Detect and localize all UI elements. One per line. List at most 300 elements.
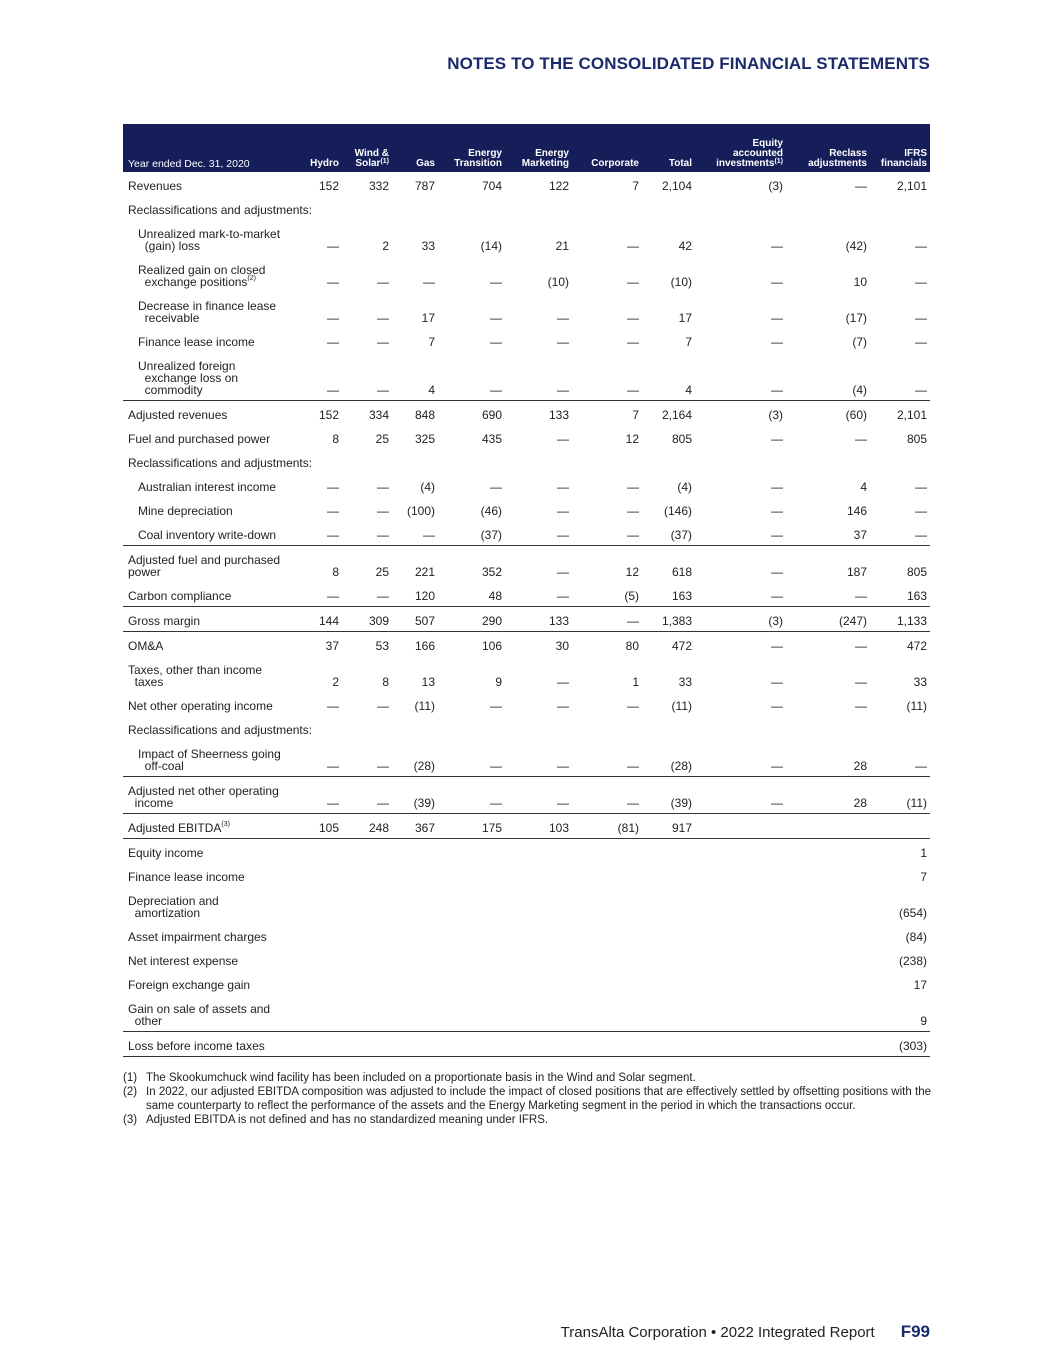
table-cell xyxy=(300,887,342,923)
table-cell-ifrs: 9 xyxy=(920,1014,927,1028)
table-row xyxy=(123,923,930,947)
table-cell: — xyxy=(915,275,927,289)
table-cell: — xyxy=(505,777,572,814)
table-cell: — xyxy=(505,546,572,583)
table-cell: (4) xyxy=(677,480,692,494)
table-cell: 309 xyxy=(342,607,392,632)
table-row xyxy=(123,497,930,521)
row-label: Depreciation and amortization xyxy=(128,894,219,920)
table-cell xyxy=(438,971,505,995)
table-cell: — xyxy=(915,383,927,397)
table-cell: 1 xyxy=(632,675,639,689)
table-cell xyxy=(392,947,438,971)
table-row xyxy=(123,814,930,839)
table-cell: 690 xyxy=(438,401,505,426)
table-cell: — xyxy=(377,589,389,603)
table-cell: — xyxy=(627,335,639,349)
table-cell: 7 xyxy=(685,335,692,349)
table-cell xyxy=(392,923,438,947)
table-cell xyxy=(572,863,642,887)
table-cell: 166 xyxy=(392,632,438,657)
table-cell xyxy=(300,947,342,971)
table-row xyxy=(123,546,930,583)
table-cell: 1,383 xyxy=(642,607,695,632)
table-cell: — xyxy=(627,504,639,518)
table-row xyxy=(123,352,930,401)
table-cell xyxy=(695,1032,786,1057)
table-cell: 25 xyxy=(342,546,392,583)
table-row xyxy=(123,887,930,923)
table-cell: (3) xyxy=(695,401,786,426)
table-cell: — xyxy=(557,675,569,689)
row-label: Adjusted fuel and purchased power xyxy=(123,546,300,583)
page-number: F99 xyxy=(900,1322,930,1341)
table-cell: — xyxy=(327,311,339,325)
table-row xyxy=(123,521,930,546)
table-cell: — xyxy=(377,383,389,397)
row-label: Impact of Sheerness going off-coal xyxy=(138,747,281,773)
footnote: (2) In 2022, our adjusted EBITDA composition was adjusted to include the impact of closed positions that are effectively settled by offsetting positions with the same counterparty to reflect the performance of the assets and the Energy Marketing segment in the period in which the transactions occur. xyxy=(123,1086,931,1112)
row-label: Net other operating income xyxy=(128,699,273,713)
table-cell-ifrs: (654) xyxy=(898,906,927,920)
table-cell: 133 xyxy=(505,607,572,632)
table-cell xyxy=(572,923,642,947)
table-cell xyxy=(392,971,438,995)
table-cell: — xyxy=(771,589,783,603)
table-cell: 163 xyxy=(906,589,927,603)
table-cell: 7 xyxy=(632,179,639,193)
table-row xyxy=(123,256,930,292)
table-cell: 805 xyxy=(906,432,927,446)
table-cell: — xyxy=(490,335,502,349)
header-hydro: Hydro xyxy=(310,158,339,169)
table-cell: 2 xyxy=(382,239,389,253)
table-cell: — xyxy=(377,480,389,494)
table-cell: 1,133 xyxy=(870,607,930,632)
table-cell: 4 xyxy=(428,383,435,397)
table-cell: 472 xyxy=(642,632,695,657)
table-cell: — xyxy=(627,275,639,289)
table-cell: 787 xyxy=(414,179,435,193)
header-ifrs: IFRS financials xyxy=(880,148,927,169)
table-cell-ifrs: (303) xyxy=(870,1032,930,1057)
table-cell: (5) xyxy=(624,589,639,603)
footnote: (3) Adjusted EBITDA is not defined and has no standardized meaning under IFRS. xyxy=(123,1114,549,1126)
table-cell: 53 xyxy=(342,632,392,657)
table-cell xyxy=(786,887,870,923)
table-cell: (3) xyxy=(768,179,783,193)
table-cell: 120 xyxy=(414,589,435,603)
table-cell: 704 xyxy=(481,179,502,193)
table-cell xyxy=(342,947,392,971)
header-total: Total xyxy=(668,158,692,169)
table-cell xyxy=(642,1032,695,1057)
table-cell: 144 xyxy=(300,607,342,632)
table-cell: 2,104 xyxy=(661,179,692,193)
table-cell: — xyxy=(855,179,867,193)
table-cell: 248 xyxy=(342,814,392,839)
table-cell: 17 xyxy=(421,311,435,325)
table-cell: — xyxy=(771,759,783,773)
table-cell xyxy=(642,971,695,995)
table-cell: — xyxy=(915,239,927,253)
table-cell: 133 xyxy=(505,401,572,426)
table-cell: — xyxy=(627,311,639,325)
table-cell: 12 xyxy=(625,432,639,446)
table-cell: (11) xyxy=(870,777,930,814)
table-cell xyxy=(300,971,342,995)
page-footer xyxy=(561,1322,930,1342)
table-cell: — xyxy=(572,607,642,632)
table-row xyxy=(123,220,930,256)
table-cell: 146 xyxy=(846,504,867,518)
table-cell: 105 xyxy=(300,814,342,839)
table-cell xyxy=(786,995,870,1032)
row-label: Reclassifications and adjustments: xyxy=(128,723,313,737)
table-cell xyxy=(572,1032,642,1057)
table-cell: 122 xyxy=(548,179,569,193)
table-cell: 187 xyxy=(786,546,870,583)
table-cell xyxy=(642,839,695,864)
table-cell: (60) xyxy=(786,401,870,426)
table-cell: (4) xyxy=(420,480,435,494)
table-cell: 2,101 xyxy=(870,401,930,426)
header-energy-transition: Energy Transition xyxy=(454,148,502,169)
table-cell: 332 xyxy=(368,179,389,193)
row-label: Mine depreciation xyxy=(138,504,233,518)
row-label: Gross margin xyxy=(123,607,300,632)
table-cell xyxy=(505,887,572,923)
footnotes xyxy=(123,1071,931,1127)
table-cell: — xyxy=(327,504,339,518)
table-cell: — xyxy=(423,275,435,289)
table-cell: — xyxy=(557,504,569,518)
table-cell xyxy=(392,863,438,887)
table-row xyxy=(123,292,930,328)
table-cell: — xyxy=(572,777,642,814)
row-label: Gain on sale of assets and other xyxy=(128,1002,271,1028)
table-cell: (39) xyxy=(392,777,438,814)
table-cell: 4 xyxy=(860,480,867,494)
table-cell: 9 xyxy=(495,675,502,689)
row-label: Reclassifications and adjustments: xyxy=(128,203,313,217)
row-label: Asset impairment charges xyxy=(128,930,267,944)
table-cell xyxy=(572,995,642,1032)
table-cell: 325 xyxy=(414,432,435,446)
table-cell xyxy=(342,863,392,887)
table-cell: 163 xyxy=(671,589,692,603)
financial-table xyxy=(123,124,930,1057)
table-cell: 618 xyxy=(642,546,695,583)
table-cell: — xyxy=(327,699,339,713)
table-cell: 33 xyxy=(421,239,435,253)
table-row xyxy=(123,328,930,352)
table-cell: 10 xyxy=(853,275,867,289)
table-cell: — xyxy=(915,335,927,349)
table-cell: 42 xyxy=(678,239,692,253)
table-cell: (11) xyxy=(671,699,692,713)
row-label: Fuel and purchased power xyxy=(128,432,271,446)
table-cell: 37 xyxy=(300,632,342,657)
row-label: Adjusted EBITDA$^{(3)}$ xyxy=(123,814,300,839)
row-label: Finance lease income xyxy=(128,870,245,884)
table-cell xyxy=(342,971,392,995)
table-cell: (7) xyxy=(852,335,867,349)
table-cell xyxy=(572,887,642,923)
table-row xyxy=(123,656,930,692)
table-cell: (10) xyxy=(547,275,569,289)
table-cell xyxy=(438,923,505,947)
header-equity-accounted: Equity accounted investments$^{(1)}$ xyxy=(716,138,783,169)
table-cell: (42) xyxy=(845,239,867,253)
table-cell: 13 xyxy=(421,675,435,689)
table-cell: 2,101 xyxy=(896,179,927,193)
table-cell: — xyxy=(557,699,569,713)
row-label: Reclassifications and adjustments: xyxy=(128,456,313,470)
table-cell: — xyxy=(771,675,783,689)
report-name: TransAlta Corporation • 2022 Integrated Report xyxy=(560,1324,875,1341)
table-cell xyxy=(786,1032,870,1057)
header-gas: Gas xyxy=(416,158,435,169)
table-cell: (11) xyxy=(414,699,435,713)
table-cell: — xyxy=(695,632,786,657)
table-cell xyxy=(695,995,786,1032)
row-label: Unrealized foreign exchange loss on commodity xyxy=(138,359,239,397)
table-cell: (28) xyxy=(670,759,692,773)
table-cell: — xyxy=(627,699,639,713)
table-cell: (247) xyxy=(786,607,870,632)
table-row xyxy=(123,839,930,864)
table-cell: 28 xyxy=(786,777,870,814)
table-cell xyxy=(342,887,392,923)
row-label: Coal inventory write-down xyxy=(138,528,277,542)
table-cell: (146) xyxy=(663,504,692,518)
table-row xyxy=(123,196,930,220)
table-cell: 7 xyxy=(572,401,642,426)
table-cell: — xyxy=(327,589,339,603)
table-cell: 507 xyxy=(392,607,438,632)
table-row xyxy=(123,172,930,196)
table-cell: 2,164 xyxy=(642,401,695,426)
table-cell: — xyxy=(377,699,389,713)
table-row xyxy=(123,582,930,607)
table-cell: 334 xyxy=(342,401,392,426)
table-cell: — xyxy=(300,777,342,814)
table-cell-ifrs: 1 xyxy=(870,839,930,864)
table-cell: — xyxy=(377,759,389,773)
table-cell: 30 xyxy=(505,632,572,657)
table-cell xyxy=(642,923,695,947)
table-cell: — xyxy=(377,275,389,289)
table-cell: 8 xyxy=(332,432,339,446)
table-cell xyxy=(300,995,342,1032)
table-cell xyxy=(438,947,505,971)
row-label: Decrease in finance lease receivable xyxy=(138,299,277,325)
table-cell: — xyxy=(377,311,389,325)
table-cell: — xyxy=(855,589,867,603)
table-cell: — xyxy=(771,311,783,325)
table-row xyxy=(123,425,930,449)
table-cell xyxy=(695,863,786,887)
table-cell: 290 xyxy=(438,607,505,632)
table-cell xyxy=(438,995,505,1032)
table-cell: — xyxy=(377,504,389,518)
table-cell: — xyxy=(771,335,783,349)
table-cell: — xyxy=(771,239,783,253)
table-cell: — xyxy=(490,699,502,713)
table-cell: — xyxy=(490,480,502,494)
table-cell: 12 xyxy=(572,546,642,583)
row-label: Unrealized mark-to-market (gain) loss xyxy=(138,227,281,253)
row-label: OM&A xyxy=(123,632,300,657)
table-cell: (37) xyxy=(480,528,502,542)
table-cell: (28) xyxy=(413,759,435,773)
table-cell: — xyxy=(327,335,339,349)
row-label: Net interest expense xyxy=(128,954,239,968)
footnote: (1) The Skookumchuck wind facility has been included on a proportionate basis in the Wind and Solar segment. xyxy=(123,1072,696,1084)
table-cell: (3) xyxy=(695,607,786,632)
table-cell: 352 xyxy=(438,546,505,583)
table-cell xyxy=(786,839,870,864)
table-cell xyxy=(870,814,930,839)
table-cell-ifrs: 7 xyxy=(920,870,927,884)
header-year: Year ended Dec. 31, 2020 xyxy=(128,158,250,170)
table-cell: — xyxy=(557,432,569,446)
table-cell: — xyxy=(557,311,569,325)
table-cell: 21 xyxy=(555,239,569,253)
table-cell xyxy=(505,923,572,947)
table-cell xyxy=(392,995,438,1032)
table-cell: 8 xyxy=(300,546,342,583)
table-cell: — xyxy=(695,777,786,814)
table-cell xyxy=(438,863,505,887)
table-row xyxy=(123,473,930,497)
table-cell: 25 xyxy=(375,432,389,446)
row-label: Finance lease income xyxy=(138,335,255,349)
table-cell: — xyxy=(915,311,927,325)
table-row xyxy=(123,1032,930,1057)
table-cell: — xyxy=(557,383,569,397)
table-cell xyxy=(300,923,342,947)
row-label: Loss before income taxes xyxy=(123,1032,300,1057)
table-cell: — xyxy=(423,528,435,542)
table-cell xyxy=(572,947,642,971)
table-cell: 48 xyxy=(488,589,502,603)
page-title: NOTES TO THE CONSOLIDATED FINANCIAL STATEMENTS xyxy=(447,54,930,73)
table-row xyxy=(123,740,930,777)
table-cell xyxy=(342,1032,392,1057)
table-row xyxy=(123,632,930,657)
table-cell xyxy=(342,923,392,947)
table-cell: — xyxy=(771,504,783,518)
table-cell xyxy=(695,923,786,947)
table-cell: (14) xyxy=(480,239,502,253)
table-row xyxy=(123,777,930,814)
header-energy-marketing: Energy Marketing xyxy=(521,148,569,169)
table-cell: — xyxy=(342,777,392,814)
table-cell xyxy=(695,947,786,971)
table-cell: (46) xyxy=(480,504,502,518)
table-cell: — xyxy=(915,759,927,773)
table-cell: — xyxy=(327,480,339,494)
table-cell: — xyxy=(915,480,927,494)
table-cell: 805 xyxy=(671,432,692,446)
table-cell: — xyxy=(557,335,569,349)
table-cell xyxy=(695,839,786,864)
table-cell xyxy=(695,814,786,839)
table-cell: 7 xyxy=(428,335,435,349)
table-cell: 917 xyxy=(642,814,695,839)
table-cell xyxy=(642,995,695,1032)
table-cell: — xyxy=(915,528,927,542)
table-cell: (4) xyxy=(852,383,867,397)
row-label: Adjusted net other operating income xyxy=(123,777,300,814)
table-cell: — xyxy=(327,528,339,542)
table-row xyxy=(123,449,930,473)
table-cell: 106 xyxy=(438,632,505,657)
table-header-row xyxy=(123,124,930,172)
table-cell: 805 xyxy=(870,546,930,583)
table-cell: — xyxy=(490,759,502,773)
table-cell xyxy=(642,887,695,923)
table-cell xyxy=(572,839,642,864)
table-cell: — xyxy=(786,632,870,657)
header-reclass: Reclass adjustments xyxy=(808,148,867,169)
table-cell xyxy=(505,1032,572,1057)
table-cell: 8 xyxy=(382,675,389,689)
table-row xyxy=(123,692,930,716)
header-corporate: Corporate xyxy=(591,158,639,169)
table-cell xyxy=(695,887,786,923)
table-cell: 435 xyxy=(481,432,502,446)
table-cell: 80 xyxy=(572,632,642,657)
table-cell xyxy=(505,995,572,1032)
row-label: Foreign exchange gain xyxy=(128,978,251,992)
table-cell: — xyxy=(438,777,505,814)
table-cell-ifrs: 17 xyxy=(913,978,927,992)
table-cell xyxy=(786,863,870,887)
table-cell: — xyxy=(855,432,867,446)
table-cell: 367 xyxy=(392,814,438,839)
table-cell: (81) xyxy=(572,814,642,839)
table-row xyxy=(123,947,930,971)
table-cell xyxy=(438,839,505,864)
table-cell: — xyxy=(627,759,639,773)
table-cell xyxy=(786,971,870,995)
table-cell: 848 xyxy=(392,401,438,426)
table-cell xyxy=(505,947,572,971)
table-cell xyxy=(786,814,870,839)
table-cell: 175 xyxy=(438,814,505,839)
table-cell: — xyxy=(557,759,569,773)
header-wind-solar: Wind & Solar$^{(1)}$ xyxy=(354,148,389,169)
table-cell: — xyxy=(490,383,502,397)
table-cell: — xyxy=(490,275,502,289)
table-cell: — xyxy=(695,546,786,583)
table-cell xyxy=(300,863,342,887)
table-row xyxy=(123,607,930,632)
table-row xyxy=(123,863,930,887)
table-cell: — xyxy=(855,675,867,689)
table-cell: — xyxy=(771,432,783,446)
row-label: Taxes, other than income taxes xyxy=(128,663,263,689)
table-cell: 472 xyxy=(870,632,930,657)
table-cell: — xyxy=(327,383,339,397)
table-cell: 33 xyxy=(678,675,692,689)
table-cell: 103 xyxy=(505,814,572,839)
table-cell: — xyxy=(627,528,639,542)
table-cell xyxy=(505,863,572,887)
